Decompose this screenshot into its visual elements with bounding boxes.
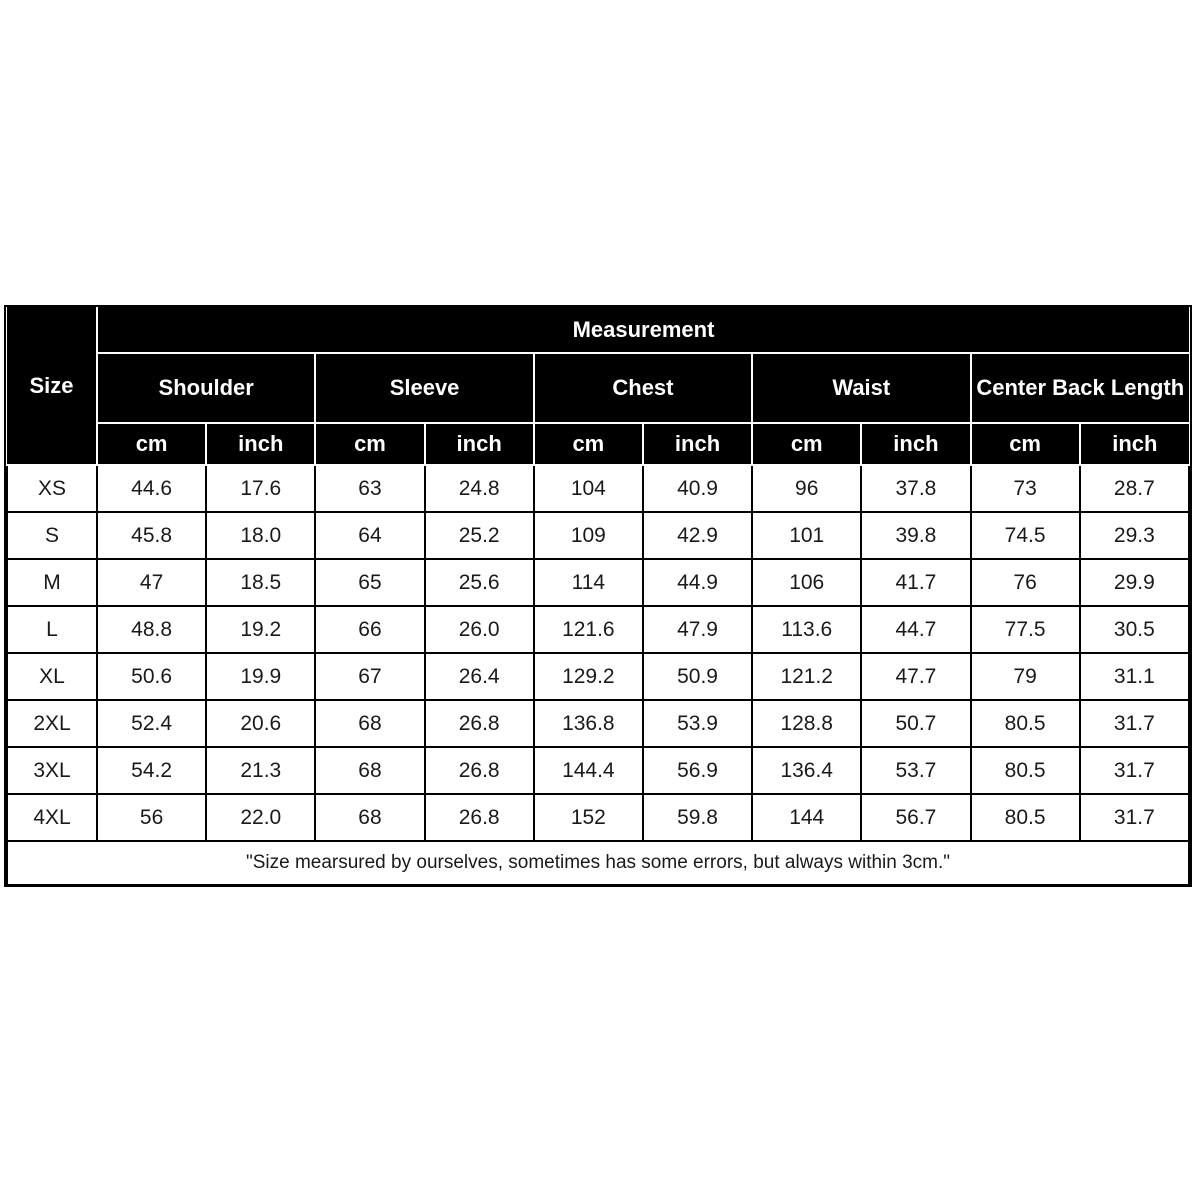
sleeve-cm-cell: 66	[315, 606, 424, 653]
chest-cm-cell: 144.4	[534, 747, 643, 794]
size-chart	[4, 305, 1192, 887]
sleeve-inch-header: inch	[425, 423, 534, 465]
chest-cm-header: cm	[534, 423, 643, 465]
size-label-cell: S	[7, 512, 97, 559]
waist-inch-cell: 53.7	[861, 747, 970, 794]
shoulder-cm-cell: 56	[97, 794, 206, 841]
shoulder-inch-cell: 21.3	[206, 747, 315, 794]
size-label-cell: XS	[7, 465, 97, 512]
waist-inch-cell: 44.7	[861, 606, 970, 653]
table-row	[7, 653, 1189, 700]
shoulder-cm-cell: 52.4	[97, 700, 206, 747]
center-back-length-inch-cell: 28.7	[1080, 465, 1189, 512]
chest-cm-cell: 104	[534, 465, 643, 512]
shoulder-cm-cell: 45.8	[97, 512, 206, 559]
waist-cm-cell: 121.2	[752, 653, 861, 700]
size-chart-table	[6, 307, 1190, 886]
waist-cm-cell: 144	[752, 794, 861, 841]
center-back-length-inch-cell: 31.7	[1080, 700, 1189, 747]
size-column-header: Size	[7, 307, 97, 465]
sleeve-header: Sleeve	[315, 353, 533, 423]
center-back-length-inch-cell: 31.1	[1080, 653, 1189, 700]
table-row	[7, 559, 1189, 606]
center-back-length-cm-cell: 77.5	[971, 606, 1080, 653]
sleeve-cm-cell: 63	[315, 465, 424, 512]
center-back-length-cm-cell: 73	[971, 465, 1080, 512]
size-label-cell: 4XL	[7, 794, 97, 841]
sleeve-inch-cell: 24.8	[425, 465, 534, 512]
shoulder-cm-cell: 47	[97, 559, 206, 606]
chest-inch-header: inch	[643, 423, 752, 465]
center-back-length-cm-cell: 76	[971, 559, 1080, 606]
shoulder-cm-cell: 44.6	[97, 465, 206, 512]
table-row	[7, 512, 1189, 559]
sleeve-inch-cell: 26.8	[425, 747, 534, 794]
center-back-length-cm-cell: 80.5	[971, 700, 1080, 747]
waist-cm-cell: 101	[752, 512, 861, 559]
measurement-header: Measurement	[97, 307, 1189, 353]
waist-inch-cell: 50.7	[861, 700, 970, 747]
shoulder-inch-cell: 22.0	[206, 794, 315, 841]
waist-inch-cell: 47.7	[861, 653, 970, 700]
sleeve-cm-cell: 68	[315, 747, 424, 794]
table-row	[7, 794, 1189, 841]
sleeve-cm-header: cm	[315, 423, 424, 465]
center-back-length-cm-header: cm	[971, 423, 1080, 465]
waist-header: Waist	[752, 353, 970, 423]
center-back-length-header: Center Back Length	[971, 353, 1190, 423]
shoulder-cm-cell: 50.6	[97, 653, 206, 700]
chest-cm-cell: 129.2	[534, 653, 643, 700]
chest-cm-cell: 152	[534, 794, 643, 841]
center-back-length-cm-cell: 79	[971, 653, 1080, 700]
center-back-length-cm-cell: 74.5	[971, 512, 1080, 559]
waist-inch-cell: 56.7	[861, 794, 970, 841]
size-chart-body	[7, 465, 1189, 841]
table-row	[7, 606, 1189, 653]
shoulder-inch-cell: 18.0	[206, 512, 315, 559]
sleeve-cm-cell: 68	[315, 794, 424, 841]
size-label-cell: 3XL	[7, 747, 97, 794]
chest-inch-cell: 40.9	[643, 465, 752, 512]
table-row	[7, 465, 1189, 512]
sleeve-cm-cell: 68	[315, 700, 424, 747]
center-back-length-inch-cell: 29.3	[1080, 512, 1189, 559]
center-back-length-cm-cell: 80.5	[971, 794, 1080, 841]
waist-inch-header: inch	[861, 423, 970, 465]
table-row	[7, 747, 1189, 794]
shoulder-inch-cell: 19.9	[206, 653, 315, 700]
chest-inch-cell: 44.9	[643, 559, 752, 606]
center-back-length-cm-cell: 80.5	[971, 747, 1080, 794]
shoulder-inch-header: inch	[206, 423, 315, 465]
chest-inch-cell: 56.9	[643, 747, 752, 794]
waist-inch-cell: 37.8	[861, 465, 970, 512]
shoulder-inch-cell: 18.5	[206, 559, 315, 606]
shoulder-cm-cell: 48.8	[97, 606, 206, 653]
size-label-cell: L	[7, 606, 97, 653]
table-row	[7, 700, 1189, 747]
waist-cm-cell: 136.4	[752, 747, 861, 794]
center-back-length-inch-cell: 29.9	[1080, 559, 1189, 606]
chest-cm-cell: 136.8	[534, 700, 643, 747]
chest-cm-cell: 121.6	[534, 606, 643, 653]
shoulder-inch-cell: 17.6	[206, 465, 315, 512]
waist-inch-cell: 41.7	[861, 559, 970, 606]
chest-cm-cell: 114	[534, 559, 643, 606]
sleeve-inch-cell: 26.8	[425, 794, 534, 841]
chest-inch-cell: 42.9	[643, 512, 752, 559]
sleeve-cm-cell: 64	[315, 512, 424, 559]
waist-cm-cell: 128.8	[752, 700, 861, 747]
sleeve-cm-cell: 67	[315, 653, 424, 700]
sleeve-inch-cell: 26.4	[425, 653, 534, 700]
shoulder-inch-cell: 19.2	[206, 606, 315, 653]
shoulder-inch-cell: 20.6	[206, 700, 315, 747]
sleeve-cm-cell: 65	[315, 559, 424, 606]
center-back-length-inch-header: inch	[1080, 423, 1189, 465]
chest-inch-cell: 50.9	[643, 653, 752, 700]
center-back-length-inch-cell: 31.7	[1080, 747, 1189, 794]
sleeve-inch-cell: 25.2	[425, 512, 534, 559]
waist-cm-cell: 106	[752, 559, 861, 606]
shoulder-cm-cell: 54.2	[97, 747, 206, 794]
size-label-cell: M	[7, 559, 97, 606]
chest-inch-cell: 47.9	[643, 606, 752, 653]
size-label-cell: XL	[7, 653, 97, 700]
waist-cm-cell: 113.6	[752, 606, 861, 653]
shoulder-cm-header: cm	[97, 423, 206, 465]
chest-inch-cell: 53.9	[643, 700, 752, 747]
sleeve-inch-cell: 25.6	[425, 559, 534, 606]
waist-cm-header: cm	[752, 423, 861, 465]
size-note: "Size mearsured by ourselves, sometimes has some errors, but always within 3cm."	[7, 841, 1189, 885]
chest-cm-cell: 109	[534, 512, 643, 559]
chest-header: Chest	[534, 353, 752, 423]
size-label-cell: 2XL	[7, 700, 97, 747]
chest-inch-cell: 59.8	[643, 794, 752, 841]
center-back-length-inch-cell: 30.5	[1080, 606, 1189, 653]
shoulder-header: Shoulder	[97, 353, 315, 423]
waist-inch-cell: 39.8	[861, 512, 970, 559]
sleeve-inch-cell: 26.0	[425, 606, 534, 653]
sleeve-inch-cell: 26.8	[425, 700, 534, 747]
center-back-length-inch-cell: 31.7	[1080, 794, 1189, 841]
waist-cm-cell: 96	[752, 465, 861, 512]
